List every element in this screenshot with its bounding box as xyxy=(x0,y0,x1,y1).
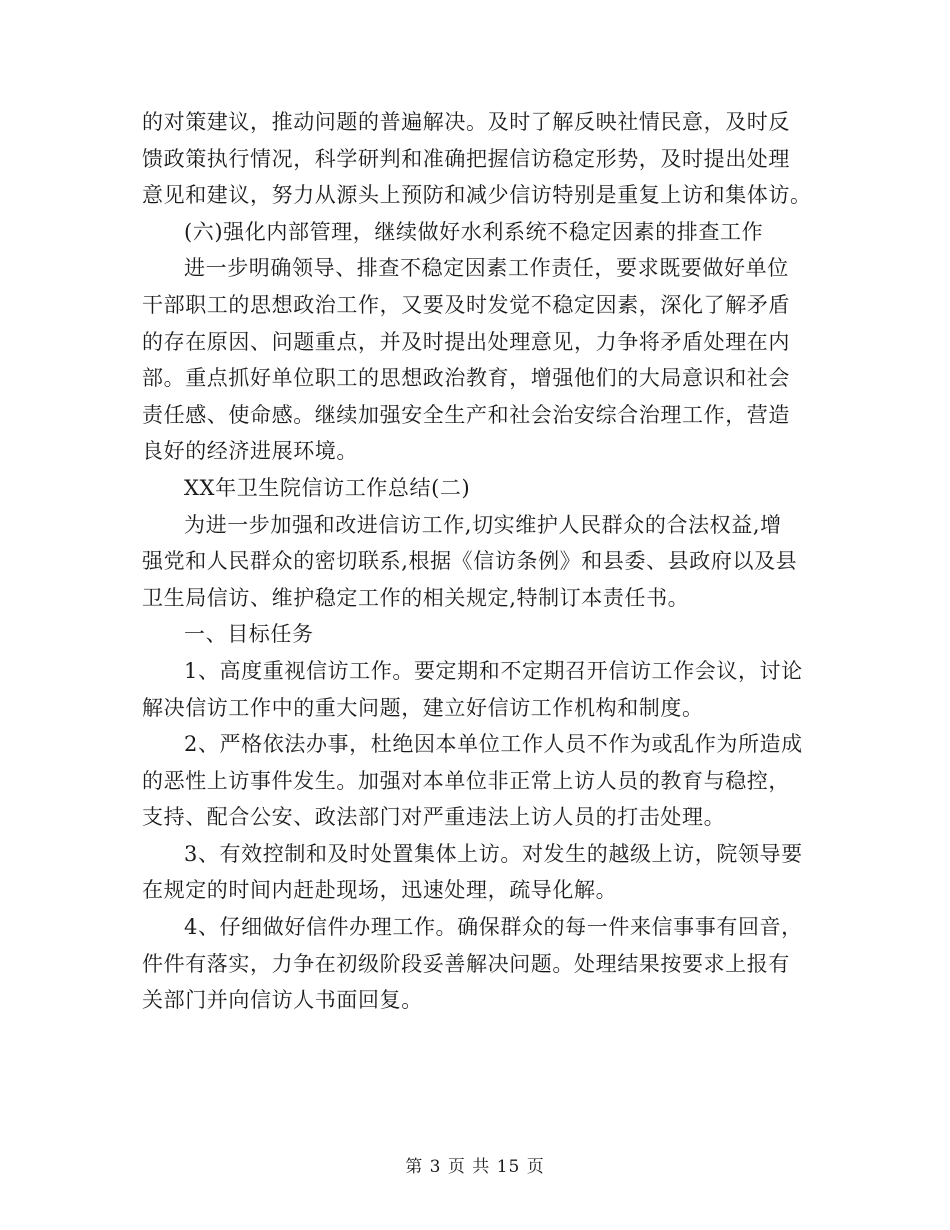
text-line: 部。重点抓好单位职工的思想政治教育，增强他们的大局意识和社会 xyxy=(142,366,790,391)
text-line: 强党和人民群众的密切联系,根据《信访条例》和县委、县政府以及县 xyxy=(142,549,798,574)
text-line: 意见和建议，努力从源头上预防和减少信访特别是重复上访和集体访。 xyxy=(142,183,812,208)
section-heading: 一、目标任务 xyxy=(184,622,314,647)
text-line: 良好的经济进展环境。 xyxy=(142,439,358,464)
list-item: 2、严格依法办事，杜绝因本单位工作人员不作为或乱作为所造成 xyxy=(184,732,803,757)
document-body xyxy=(142,104,812,1019)
text-line: 件件有落实，力争在初级阶段妥善解决问题。处理结果按要求上报有 xyxy=(142,951,790,976)
page-number: 第 3 页 共 15 页 xyxy=(405,1157,545,1177)
list-item: 4、仔细做好信件办理工作。确保群众的每一件来信事事有回音， xyxy=(184,915,803,940)
section-heading: (六)强化内部管理，继续做好水利系统不稳定因素的排查工作 xyxy=(184,219,764,244)
text-line: 责任感、使命感。继续加强安全生产和社会治安综合治理工作，营造 xyxy=(142,402,790,427)
text-line: 支持、配合公安、政法部门对严重违法上访人员的打击处理。 xyxy=(142,805,726,830)
text-line: 在规定的时间内赶赴现场，迅速处理，疏导化解。 xyxy=(142,878,618,903)
text-line: 的存在原因、问题重点，并及时提出处理意见，力争将矛盾处理在内 xyxy=(142,329,790,354)
document-title: XX年卫生院信访工作总结(二) xyxy=(184,475,471,500)
text-line: 卫生局信访、维护稳定工作的相关规定,特制订本责任书。 xyxy=(142,585,690,610)
text-line: 馈政策执行情况，科学研判和准确把握信访稳定形势，及时提出处理 xyxy=(142,146,790,171)
text-line: 的恶性上访事件发生。加强对本单位非正常上访人员的教育与稳控， xyxy=(142,768,790,793)
text-line: 解决信访工作中的重大问题，建立好信访工作机构和制度。 xyxy=(142,695,704,720)
text-line: 的对策建议，推动问题的普遍解决。及时了解反映社情民意，及时反 xyxy=(142,110,790,134)
text-line: 干部职工的思想政治工作，又要及时发觉不稳定因素，深化了解矛盾 xyxy=(142,292,790,317)
list-item: 3、有效控制和及时处置集体上访。对发生的越级上访，院领导要 xyxy=(184,841,803,866)
text-line: 为进一步加强和改进信访工作,切实维护人民群众的合法权益,增 xyxy=(184,512,782,537)
list-item: 1、高度重视信访工作。要定期和不定期召开信访工作会议，讨论 xyxy=(184,658,803,683)
text-line: 关部门并向信访人书面回复。 xyxy=(142,988,423,1013)
text-line: 进一步明确领导、排查不稳定因素工作责任，要求既要做好单位 xyxy=(184,256,789,281)
